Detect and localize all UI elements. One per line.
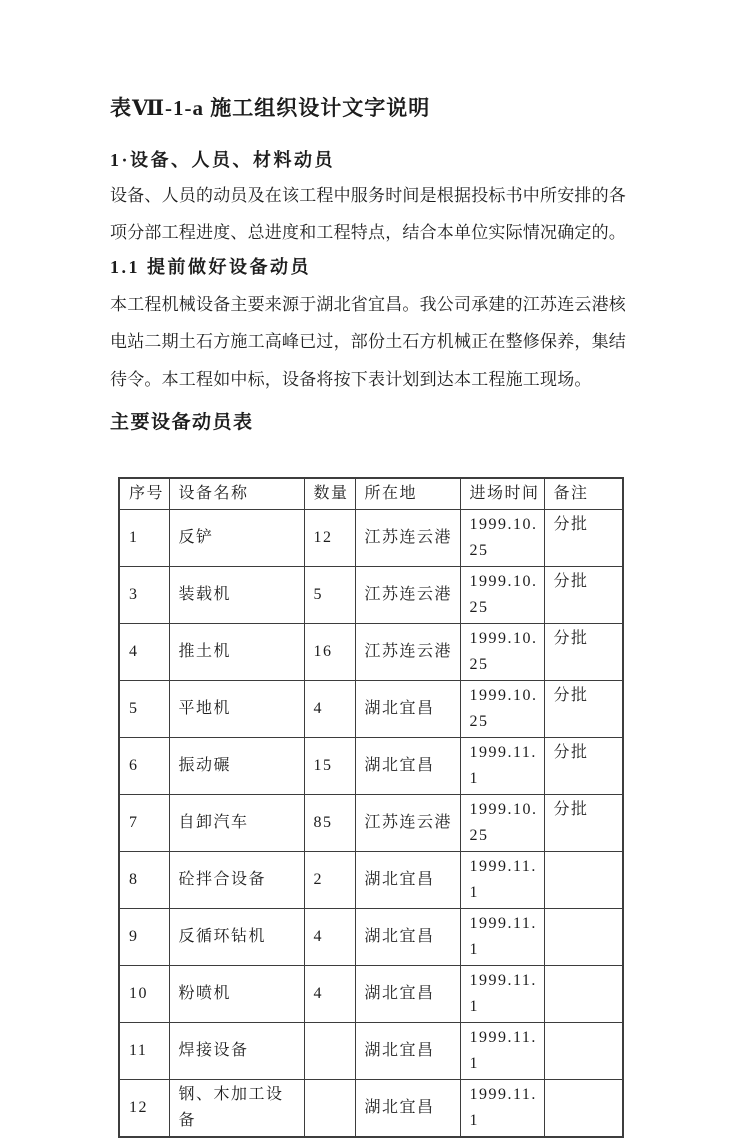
cell-arrival-date: 1999.10.25 — [460, 510, 544, 567]
equipment-table-body — [119, 510, 623, 1138]
cell-quantity: 4 — [304, 909, 355, 966]
cell-arrival-date: 1999.10.25 — [460, 624, 544, 681]
cell-note: 分批 — [544, 624, 623, 681]
equipment-table-title: 主要设备动员表 — [110, 412, 254, 433]
cell-location: 江苏连云港 — [355, 567, 460, 624]
cell-serial: 12 — [119, 1080, 169, 1138]
cell-arrival-date: 1999.11.1 — [460, 852, 544, 909]
cell-equipment-name: 平地机 — [169, 681, 304, 738]
header-quantity: 数量 — [304, 478, 355, 510]
header-equipment-name: 设备名称 — [169, 478, 304, 510]
table-row — [119, 738, 623, 795]
header-serial: 序号 — [119, 478, 169, 510]
table-row — [119, 1080, 623, 1138]
cell-quantity: 4 — [304, 681, 355, 738]
table-row — [119, 1023, 623, 1080]
cell-serial: 8 — [119, 852, 169, 909]
table-row — [119, 852, 623, 909]
cell-equipment-name: 装载机 — [169, 567, 304, 624]
cell-note: 分批 — [544, 510, 623, 567]
cell-arrival-date: 1999.11.1 — [460, 966, 544, 1023]
cell-equipment-name: 自卸汽车 — [169, 795, 304, 852]
cell-serial: 7 — [119, 795, 169, 852]
cell-equipment-name: 钢、木加工设备 — [169, 1080, 304, 1138]
table-row — [119, 966, 623, 1023]
cell-note: 分批 — [544, 795, 623, 852]
cell-equipment-name: 粉喷机 — [169, 966, 304, 1023]
cell-arrival-date: 1999.10.25 — [460, 681, 544, 738]
cell-arrival-date: 1999.11.1 — [460, 1080, 544, 1138]
cell-serial: 3 — [119, 567, 169, 624]
cell-arrival-date: 1999.11.1 — [460, 1023, 544, 1080]
paragraph-line: 待令。本工程如中标，设备将按下表计划到达本工程施工现场。 — [110, 370, 592, 389]
cell-arrival-date: 1999.11.1 — [460, 738, 544, 795]
cell-equipment-name: 焊接设备 — [169, 1023, 304, 1080]
table-row — [119, 909, 623, 966]
cell-note — [544, 909, 623, 966]
cell-equipment-name: 反铲 — [169, 510, 304, 567]
cell-note: 分批 — [544, 681, 623, 738]
cell-serial: 5 — [119, 681, 169, 738]
cell-location: 湖北宜昌 — [355, 738, 460, 795]
page-title: 表Ⅶ-1-a 施工组织设计文字说明 — [110, 96, 431, 120]
equipment-table — [118, 477, 624, 1138]
cell-quantity — [304, 1080, 355, 1138]
header-arrival-date: 进场时间 — [460, 478, 544, 510]
table-row — [119, 624, 623, 681]
cell-location: 湖北宜昌 — [355, 1023, 460, 1080]
cell-quantity: 5 — [304, 567, 355, 624]
cell-note: 分批 — [544, 738, 623, 795]
cell-arrival-date: 1999.11.1 — [460, 909, 544, 966]
cell-location: 湖北宜昌 — [355, 909, 460, 966]
paragraph-line: 本工程机械设备主要来源于湖北省宜昌。我公司承建的江苏连云港核 — [110, 295, 626, 314]
cell-note — [544, 1023, 623, 1080]
header-note: 备注 — [544, 478, 623, 510]
table-header-row — [119, 478, 623, 510]
header-location: 所在地 — [355, 478, 460, 510]
cell-location: 江苏连云港 — [355, 510, 460, 567]
cell-quantity: 16 — [304, 624, 355, 681]
section-heading-1: 1·设备、人员、材料动员 — [110, 150, 336, 170]
cell-location: 江苏连云港 — [355, 795, 460, 852]
cell-quantity: 85 — [304, 795, 355, 852]
cell-serial: 4 — [119, 624, 169, 681]
cell-location: 湖北宜昌 — [355, 966, 460, 1023]
paragraph-line: 电站二期土石方施工高峰已过，部份土石方机械正在整修保养，集结 — [110, 332, 626, 351]
cell-serial: 6 — [119, 738, 169, 795]
cell-arrival-date: 1999.10.25 — [460, 795, 544, 852]
cell-location: 江苏连云港 — [355, 624, 460, 681]
paragraph-line: 项分部工程进度、总进度和工程特点，结合本单位实际情况确定的。 — [110, 223, 626, 242]
table-row — [119, 681, 623, 738]
cell-quantity: 15 — [304, 738, 355, 795]
cell-note — [544, 966, 623, 1023]
cell-serial: 9 — [119, 909, 169, 966]
cell-serial: 11 — [119, 1023, 169, 1080]
cell-location: 湖北宜昌 — [355, 681, 460, 738]
cell-note — [544, 852, 623, 909]
cell-quantity — [304, 1023, 355, 1080]
paragraph-line: 设备、人员的动员及在该工程中服务时间是根据投标书中所安排的各 — [110, 186, 626, 205]
cell-equipment-name: 反循环钻机 — [169, 909, 304, 966]
cell-equipment-name: 推土机 — [169, 624, 304, 681]
cell-note — [544, 1080, 623, 1138]
table-row — [119, 510, 623, 567]
cell-quantity: 2 — [304, 852, 355, 909]
cell-location: 湖北宜昌 — [355, 852, 460, 909]
table-row — [119, 567, 623, 624]
cell-arrival-date: 1999.10.25 — [460, 567, 544, 624]
table-row — [119, 795, 623, 852]
cell-note: 分批 — [544, 567, 623, 624]
cell-quantity: 4 — [304, 966, 355, 1023]
cell-serial: 1 — [119, 510, 169, 567]
cell-equipment-name: 振动碾 — [169, 738, 304, 795]
cell-equipment-name: 砼拌合设备 — [169, 852, 304, 909]
cell-serial: 10 — [119, 966, 169, 1023]
section-heading-1-1: 1.1 提前做好设备动员 — [110, 257, 311, 277]
cell-location: 湖北宜昌 — [355, 1080, 460, 1138]
cell-quantity: 12 — [304, 510, 355, 567]
